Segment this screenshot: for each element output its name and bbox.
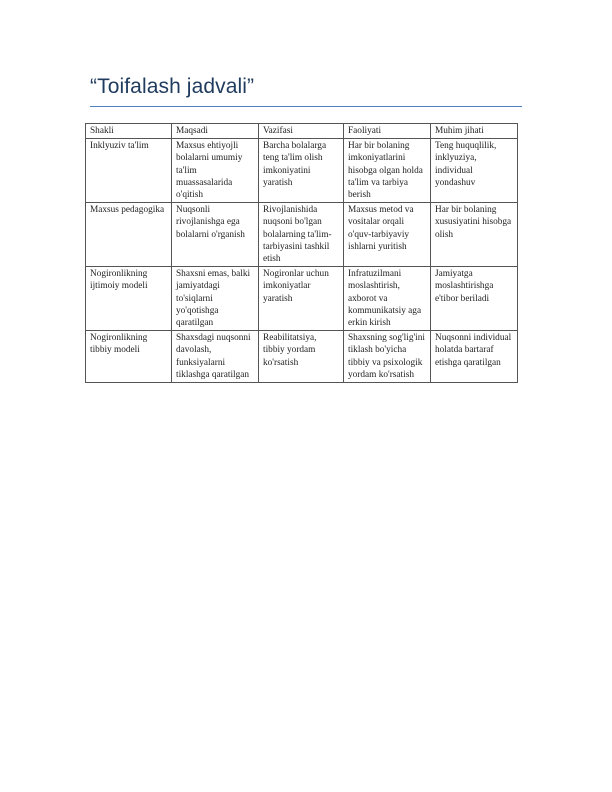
- table-cell: Rivojlanishida nuqsoni bo'lgan bolalarning ta'lim-tarbiyasini tashkil etish: [259, 203, 344, 267]
- table-cell: Nuqsonni individual holatda bartaraf etishga qaratilgan: [431, 331, 518, 383]
- table-cell: Infratuzilmani moslashtirish, axborot va kommunikatsiy aga erkin kirish: [344, 267, 431, 331]
- table-cell: Nogironlikning ijtimoiy modeli: [86, 267, 172, 331]
- table-cell: Inklyuziv ta'lim: [86, 139, 172, 203]
- table-header-row: [86, 124, 518, 139]
- table-row: [86, 203, 518, 267]
- page-title: “Toifalash jadvali”: [90, 74, 522, 107]
- table-cell: Barcha bolalarga teng ta'lim olish imkoniyatini yaratish: [259, 139, 344, 203]
- table-cell: Teng huquqlilik, inklyuziya, individual yondashuv: [431, 139, 518, 203]
- header-cell-vazifasi: Vazifasi: [259, 124, 344, 139]
- table-cell: Maxsus metod va vositalar orqali o'quv-tarbiyaviy ishlarni yuritish: [344, 203, 431, 267]
- header-cell-shakli: Shakli: [86, 124, 172, 139]
- classification-table: [85, 123, 518, 383]
- table-cell: Jamiyatga moslashtirishga e'tibor beriladi: [431, 267, 518, 331]
- table-cell: Nogironlikning tibbiy modeli: [86, 331, 172, 383]
- table-row: [86, 267, 518, 331]
- table-cell: Har bir bolaning imkoniyatlarini hisobga olgan holda ta'lim va tarbiya berish: [344, 139, 431, 203]
- table-row: [86, 139, 518, 203]
- table-cell: Maxsus pedagogika: [86, 203, 172, 267]
- table-cell: Nuqsonli rivojlanishga ega bolalarni o'rganish: [172, 203, 259, 267]
- table-cell: Shaxsni emas, balki jamiyatdagi to'siqlarni yo'qotishga qaratilgan: [172, 267, 259, 331]
- table-cell: Maxsus ehtiyojli bolalarni umumiy ta'lim muassasalarida o'qitish: [172, 139, 259, 203]
- table-cell: Reabilitatsiya, tibbiy yordam ko'rsatish: [259, 331, 344, 383]
- table-cell: Har bir bolaning xususiyatini hisobga olish: [431, 203, 518, 267]
- header-cell-faoliyati: Faoliyati: [344, 124, 431, 139]
- header-cell-maqsadi: Maqsadi: [172, 124, 259, 139]
- table-cell: Shaxsning sog'lig'ini tiklash bo'yicha tibbiy va psixologik yordam ko'rsatish: [344, 331, 431, 383]
- table-cell: Shaxsdagi nuqsonni davolash, funksiyalarni tiklashga qaratilgan: [172, 331, 259, 383]
- header-cell-muhim-jihati: Muhim jihati: [431, 124, 518, 139]
- table-row: [86, 331, 518, 383]
- table-cell: Nogironlar uchun imkoniyatlar yaratish: [259, 267, 344, 331]
